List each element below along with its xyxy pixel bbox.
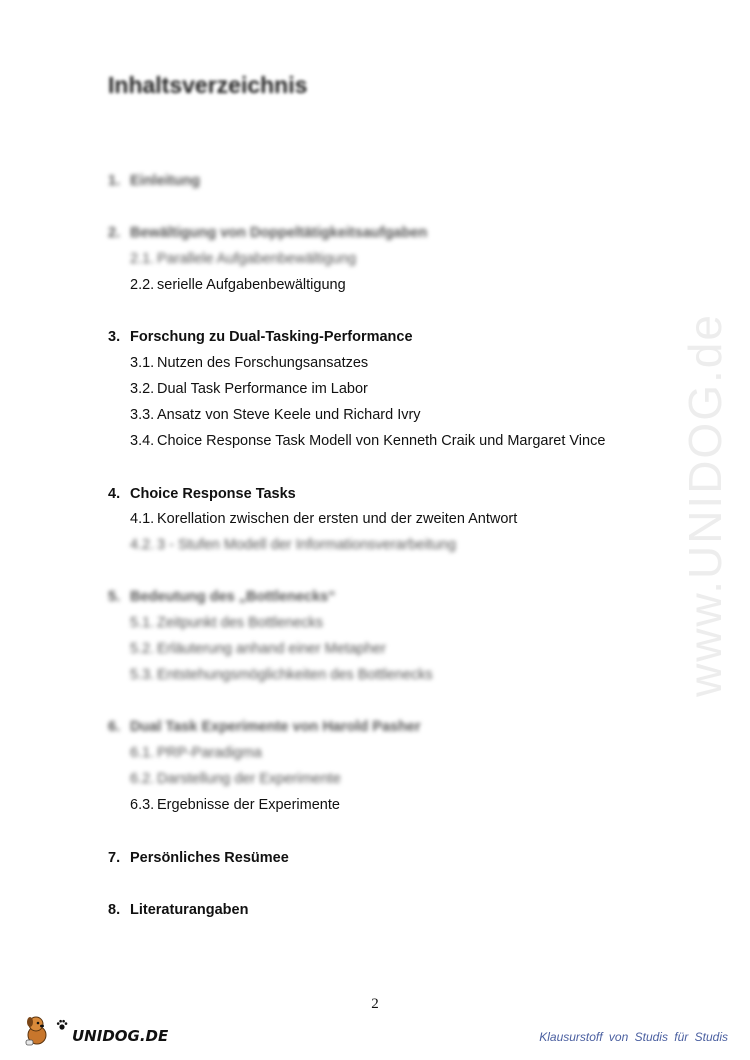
dog-mascot-icon bbox=[22, 1012, 54, 1048]
page-number: 2 bbox=[371, 996, 379, 1012]
page-title: Inhaltsverzeichnis bbox=[108, 72, 308, 98]
toc-entry-1: 1. Einleitung bbox=[108, 173, 201, 189]
logo-text: UNIDOG.DE bbox=[72, 1027, 169, 1045]
toc-entry-2-1: 2.1. Parallele Aufgabenbewältigung bbox=[130, 251, 357, 267]
toc-entry-3-4: 3.4. Choice Response Task Modell von Kenneth Craik und Margaret Vince bbox=[130, 433, 606, 449]
toc-entry-5-2: 5.2. Erläuterung anhand einer Metapher bbox=[130, 641, 386, 657]
toc-entry-5: 5. Bedeutung des „Bottlenecks“ bbox=[108, 589, 336, 605]
unidog-logo bbox=[22, 1010, 168, 1050]
toc-entry-5-1: 5.1. Zeitpunkt des Bottlenecks bbox=[130, 615, 324, 631]
toc-entry-6-3: 6.3. Ergebnisse der Experimente bbox=[130, 797, 340, 813]
toc-entry-4: 4. Choice Response Tasks bbox=[108, 486, 296, 502]
toc-entry-4-1: 4.1. Korellation zwischen der ersten und der zweiten Antwort bbox=[130, 511, 518, 527]
toc-entry-2-2: 2.2. serielle Aufgabenbewältigung bbox=[130, 277, 346, 293]
toc-entry-5-3: 5.3. Entstehungsmöglichkeiten des Bottlenecks bbox=[130, 667, 433, 683]
toc-entry-3-3: 3.3. Ansatz von Steve Keele und Richard Ivry bbox=[130, 407, 421, 423]
toc-entry-6: 6. Dual Task Experimente von Harold Pasher bbox=[108, 719, 421, 735]
toc-entry-3: 3. Forschung zu Dual-Tasking-Performance bbox=[108, 329, 413, 345]
paw-icon bbox=[56, 1019, 68, 1031]
watermark: www.UNIDOG.de bbox=[679, 313, 731, 697]
toc-entry-7: 7. Persönliches Resümee bbox=[108, 850, 289, 866]
toc-entry-2: 2. Bewältigung von Doppeltätigkeitsaufgaben bbox=[108, 225, 428, 241]
toc-entry-4-2: 4.2. 3 - Stufen Modell der Informationsverarbeitung bbox=[130, 537, 457, 553]
toc-entry-6-2: 6.2. Darstellung der Experimente bbox=[130, 771, 341, 787]
toc-entry-3-1: 3.1. Nutzen des Forschungsansatzes bbox=[130, 355, 369, 371]
toc-entry-6-1: 6.1. PRP-Paradigma bbox=[130, 745, 262, 761]
footer-slogan: Klausurstoff von Studis für Studis bbox=[539, 1030, 728, 1044]
toc-entry-3-2: 3.2. Dual Task Performance im Labor bbox=[130, 381, 368, 397]
toc-entry-8: 8. Literaturangaben bbox=[108, 902, 249, 918]
